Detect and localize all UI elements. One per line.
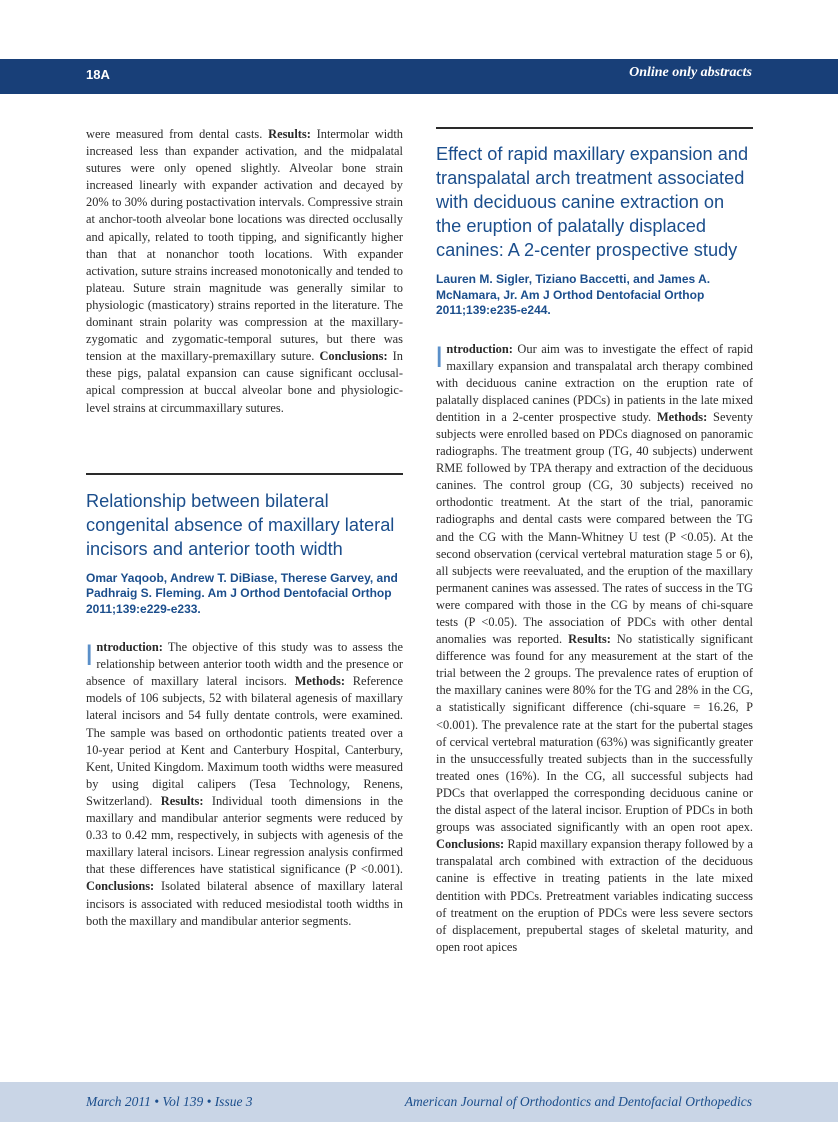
section-label: Online only abstracts bbox=[629, 65, 752, 80]
running-header bbox=[0, 59, 838, 94]
abstract-heading: Conclusions: bbox=[319, 349, 388, 364]
abstract-heading: Conclusions: bbox=[436, 837, 505, 852]
issue-info: March 2011 • Vol 139 • Issue 3 bbox=[86, 1094, 253, 1109]
abstract-heading: ntroduction: bbox=[446, 341, 513, 356]
drop-cap: I bbox=[85, 639, 94, 673]
abstract-body bbox=[436, 342, 753, 954]
abstract-text: Our aim was to investigate the effect of rapid maxillary expansion and transpalatal arch therapy combined with deciduous canine extraction on the eruption rate of palatally displaced canines (PDCs) in patients in the late mixed dentition in a 2-center prospective study. bbox=[436, 341, 753, 424]
abstract-text: The objective of this study was to assess the relationship between anterior tooth width and the presence or absence of maxillary lateral incisors. bbox=[86, 640, 403, 689]
left-column bbox=[86, 126, 403, 930]
journal-name: American Journal of Orthodontics and Dentofacial Orthopedics bbox=[404, 1094, 752, 1109]
abstract-text: Rapid maxillary expansion therapy followed by a transpalatal arch combined with extraction of the deciduous canine is effective in treating patients in the late mixed dentition with PDCs. Pretreatment variables indicating success of treatment on the eruption of PDCs were less severe sectors of displacement, prepubertal stages of skeletal maturity, and open root apices bbox=[436, 837, 753, 954]
drop-cap: I bbox=[435, 340, 444, 374]
right-column bbox=[436, 126, 753, 956]
abstract-text: Intermolar width increased less than expander activation, and the midpalatal sutures were only opened slightly. Alveolar bone strain increased linearly with expander activation and decayed by 20% to 30% during postactivation intervals. Compressive strain at anchor-tooth alveolar bone locations was directed occlusally and apically, related to tooth tipping, and significantly higher than that at nonanchor tooth locations. With expander activation, suture strains increased monotonically and tended to plateau. Suture strain magnitude was generally similar to physiologic (masticatory) strains reported in the literature. The dominant strain polarity was compression at the maxillary-zygomatic and zygomatic-temporal sutures, but there was tension at the maxillary-premaxillary suture. bbox=[86, 127, 403, 364]
page-number: 18A bbox=[86, 67, 110, 82]
abstract-heading: Conclusions: bbox=[86, 879, 155, 894]
running-footer bbox=[0, 1082, 838, 1122]
abstract-text: Seventy subjects were enrolled based on PDCs diagnosed on panoramic radiographs. The treatment group (TG, 40 subjects) underwent RME followed by TPA therapy and extraction of the deciduous canines. The control group (CG, 30 subjects) received no orthodontic treatment. At the start of the trial, panoramic radiographs and dental casts were compared between the TG and the CG with the Mann-Whitney U test (P <0.05). At the second observation (cervical vertebral maturation stage 5 or 6), all subjects were reevaluated, and the eruption of the maxillary permanent canines was assessed. The rates of success in the TG were compared with those in the CG by means of chi-square tests (P <0.05). The association of PDCs with other dental anomalies was reported. bbox=[436, 409, 753, 647]
abstract-heading: Methods: bbox=[656, 409, 708, 424]
abstract-text: No statistically significant difference was found for any measurement at the start of the trial between the 2 groups. The prevalence rates of eruption of the maxillary canines were 80% for the TG and 28% in the CG, a statistically significant difference (chi-square = 16.26, P <0.001). The prevalence rate at the start for the pubertal stages of cervical vertebral maturation (63%) was significantly greater in the unsuccessfully treated subjects than in the successfully treated ones (16%). In the CG, all successful subjects had PDCs that overlapped the corresponding deciduous canine or the distal aspect of the lateral incisor. Eruption of PDCs in both groups was associated significantly with an open root apex. bbox=[436, 632, 753, 835]
abstract-heading: Methods: bbox=[294, 674, 345, 689]
abstract-text: Reference models of 106 subjects, 52 with bilateral agenesis of maxillary lateral incisors and 54 fully dentate controls, were examined. The sample was based on orthodontic patients treated over a 10-year period at Kent and Canterbury Hospital, Canterbury, Kent, United Kingdom. Maximum tooth widths were measured by using digital calipers (Tesa Technology, Renens, Switzerland). bbox=[86, 674, 403, 808]
article-title: Effect of rapid maxillary expansion and transpalatal arch treatment associated with deciduous canine extraction on the eruption of palatally displaced canines: A 2-center prospective study bbox=[436, 144, 749, 260]
article-divider bbox=[86, 473, 403, 475]
abstract-heading: Results: bbox=[160, 793, 204, 808]
abstract-text: Isolated bilateral absence of maxillary lateral incisors is associated with reduced mesiodistal tooth widths in both the maxillary and mandibular anterior segments. bbox=[86, 879, 403, 928]
article-title: Relationship between bilateral congenital absence of maxillary lateral incisors and anterior tooth width bbox=[86, 490, 395, 559]
article-authors: Omar Yaqoob, Andrew T. DiBiase, Therese Garvey, and Padhraig S. Fleming. Am J Orthod Dentofacial Orthop 2011;139:e229-e233. bbox=[86, 570, 398, 616]
article-divider bbox=[436, 127, 753, 129]
abstract-text: Individual tooth dimensions in the maxillary and mandibular anterior segments were reduced by 0.33 to 0.42 mm, respectively, in subjects with agenesis of the maxillary lateral incisors. Linear regression analysis confirmed that these differences have statistical significance (P <0.001). bbox=[86, 793, 403, 877]
abstract-text: In these pigs, palatal expansion can cause significant occlusal-apical compression at buccal alveolar bone and physiologic-level strains at circummaxillary sutures. bbox=[86, 349, 404, 415]
article-abstract bbox=[86, 639, 403, 930]
abstract-text: were measured from dental casts. bbox=[86, 127, 269, 141]
abstract-heading: ntroduction: bbox=[96, 640, 163, 655]
abstract-heading: Results: bbox=[268, 127, 311, 141]
abstract-body bbox=[86, 640, 403, 928]
article-abstract bbox=[436, 341, 753, 956]
continued-abstract bbox=[86, 126, 403, 417]
abstract-heading: Results: bbox=[568, 632, 611, 647]
article-authors: Lauren M. Sigler, Tiziano Baccetti, and James A. McNamara, Jr. Am J Orthod Dentofacial Orthop 2011;139:e235-e244. bbox=[436, 272, 711, 317]
